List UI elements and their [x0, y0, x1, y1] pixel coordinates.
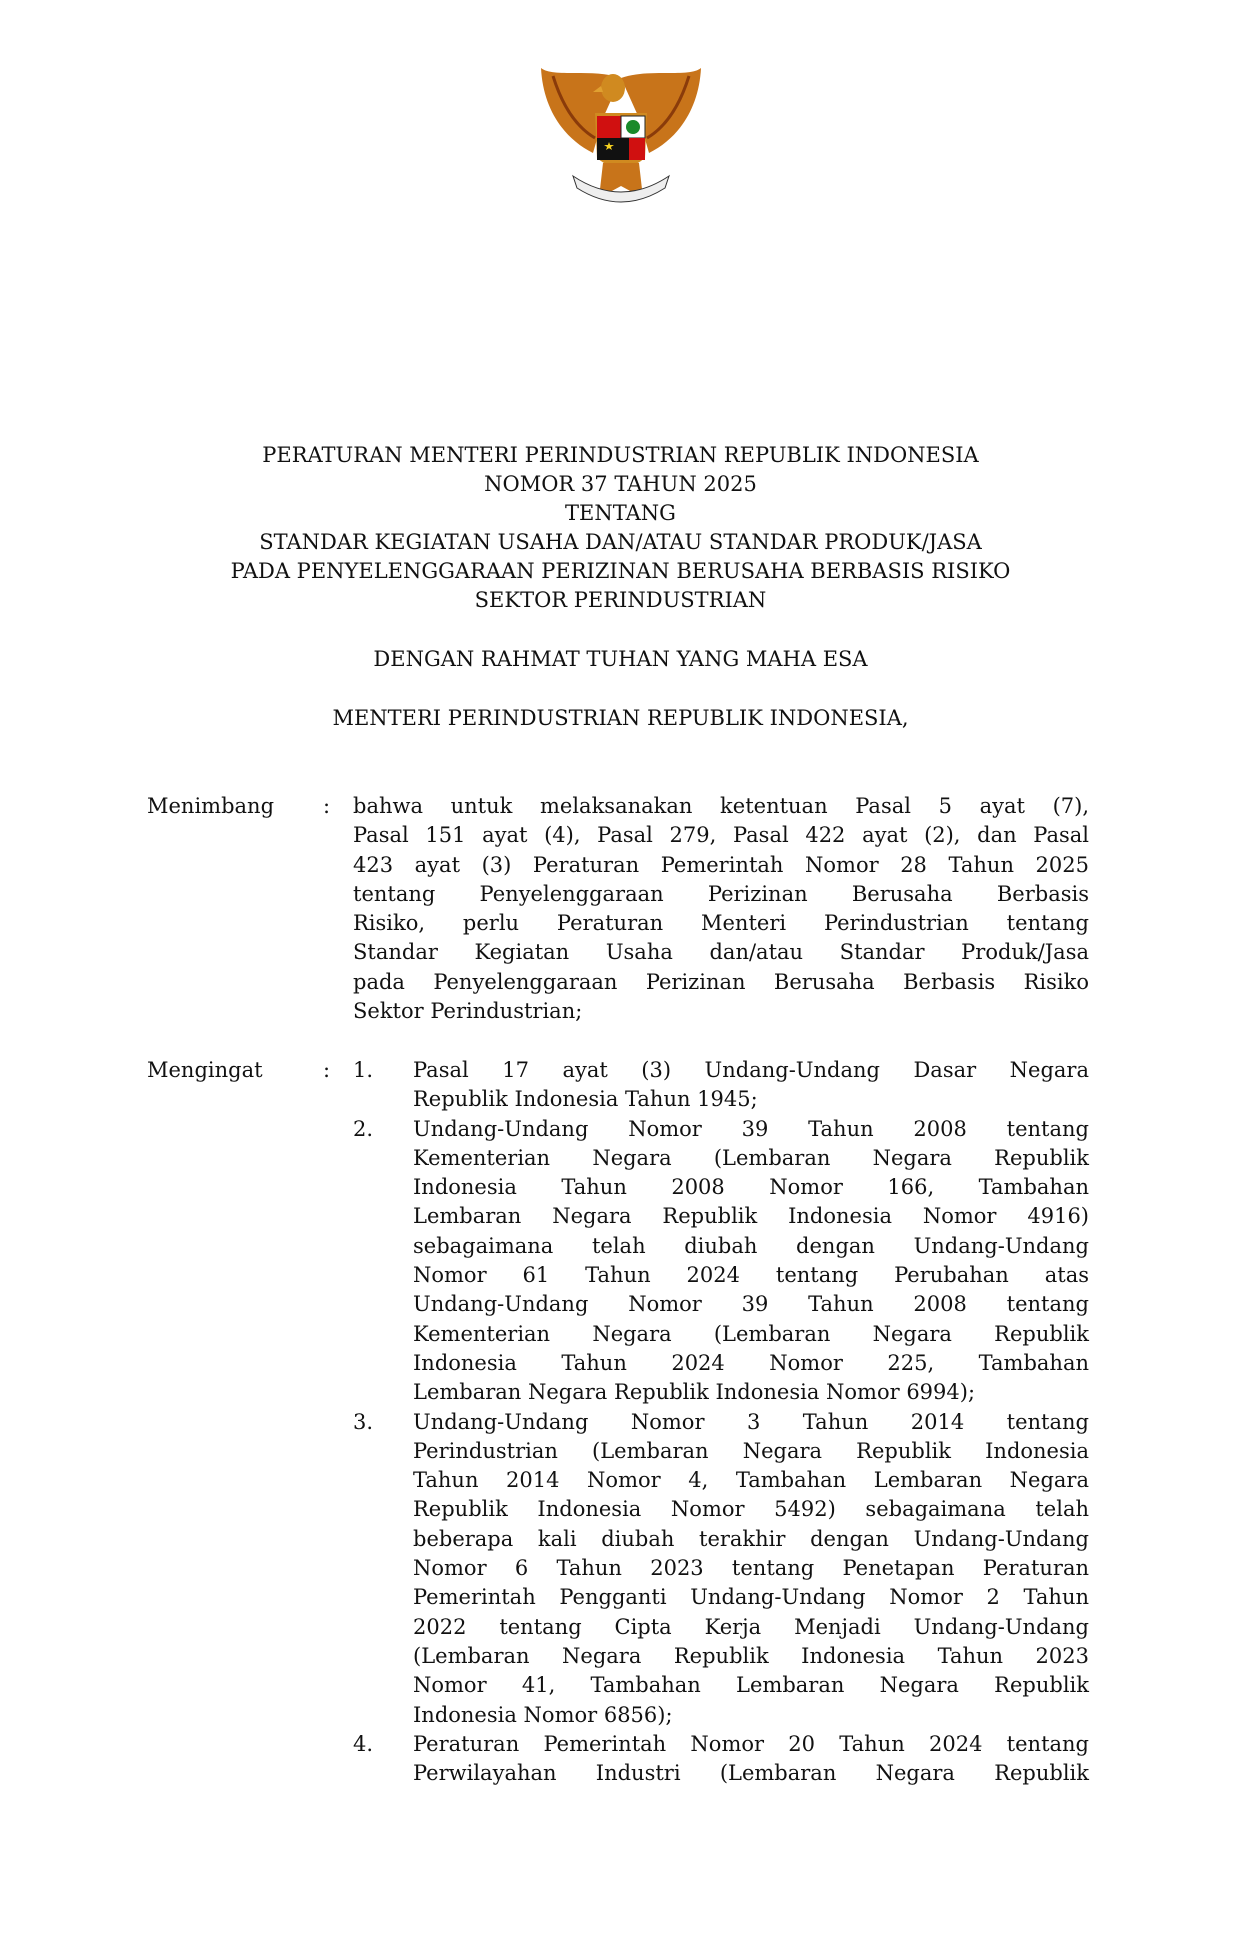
text-line: Pasal 17 ayat (3) Undang-Undang Dasar Negara: [413, 1058, 1089, 1082]
text-line: beberapa kali diubah terakhir dengan Undang-Undang: [413, 1526, 1089, 1551]
list-item-number: 1.: [353, 1058, 374, 1082]
list-item: [413, 1408, 1089, 1730]
text-line: Risiko, perlu Peraturan Menteri Perindustrian tentang: [353, 911, 1089, 936]
text-line: Lembaran Negara Republik Indonesia Nomor 6994);: [413, 1380, 976, 1405]
text-line: Nomor 41, Tambahan Lembaran Negara Republik: [413, 1673, 1089, 1698]
text-line: (Lembaran Negara Republik Indonesia Tahun 2023: [413, 1643, 1089, 1668]
list-item-number: 4.: [353, 1731, 374, 1756]
mengingat-label: Mengingat: [147, 1058, 263, 1082]
garuda-pancasila-emblem: [533, 58, 709, 214]
regulation-subject-line: PADA PENYELENGGARAAN PERIZINAN BERUSAHA BERBASIS RISIKO: [230, 559, 1011, 583]
text-line: Kementerian Negara (Lembaran Negara Republik: [413, 1145, 1089, 1170]
text-line: 2022 tentang Cipta Kerja Menjadi Undang-Undang: [413, 1614, 1089, 1639]
text-line: 423 ayat (3) Peraturan Pemerintah Nomor 28 Tahun 2025: [353, 852, 1089, 877]
list-item: [413, 1115, 1089, 1408]
list-item-number: 2.: [353, 1116, 374, 1141]
text-line: Undang-Undang Nomor 3 Tahun 2014 tentang: [413, 1409, 1089, 1434]
menimbang-label: Menimbang: [147, 794, 275, 818]
list-item-number: 3.: [353, 1409, 374, 1434]
text-line: pada Penyelenggaraan Perizinan Berusaha Berbasis Risiko: [353, 969, 1089, 994]
text-line: Undang-Undang Nomor 39 Tahun 2008 tentang: [413, 1292, 1089, 1317]
text-line: tentang Penyelenggaraan Perizinan Berusaha Berbasis: [353, 881, 1089, 906]
text-line: Indonesia Nomor 6856);: [413, 1702, 673, 1727]
text-line: Perwilayahan Industri (Lembaran Negara Republik: [413, 1761, 1089, 1786]
regulation-subject-line: STANDAR KEGIATAN USAHA DAN/ATAU STANDAR PRODUK/JASA: [259, 530, 982, 554]
text-line: Pemerintah Pengganti Undang-Undang Nomor 2 Tahun: [413, 1585, 1089, 1610]
text-line: Tahun 2014 Nomor 4, Tambahan Lembaran Negara: [413, 1468, 1089, 1493]
menimbang-colon: :: [323, 794, 331, 818]
regulation-subject-line: SEKTOR PERINDUSTRIAN: [474, 588, 767, 612]
text-line: Republik Indonesia Nomor 5492) sebagaimana telah: [413, 1497, 1089, 1522]
text-line: Indonesia Tahun 2024 Nomor 225, Tambahan: [413, 1350, 1089, 1375]
text-line: Nomor 61 Tahun 2024 tentang Perubahan atas: [413, 1263, 1089, 1288]
text-line: bahwa untuk melaksanakan ketentuan Pasal 5 ayat (7),: [353, 794, 1089, 818]
text-line: Peraturan Pemerintah Nomor 20 Tahun 2024 tentang: [413, 1731, 1089, 1756]
text-line: Perindustrian (Lembaran Negara Republik Indonesia: [413, 1438, 1089, 1463]
text-line: Kementerian Negara (Lembaran Negara Republik: [413, 1321, 1089, 1346]
regulation-about: TENTANG: [565, 501, 676, 525]
invocation: DENGAN RAHMAT TUHAN YANG MAHA ESA: [373, 647, 868, 671]
list-item: [413, 1056, 1089, 1115]
regulation-title-line: PERATURAN MENTERI PERINDUSTRIAN REPUBLIK INDONESIA: [262, 443, 979, 467]
text-line: Undang-Undang Nomor 39 Tahun 2008 tentang: [413, 1116, 1089, 1141]
text-line: Sektor Perindustrian;: [353, 999, 583, 1024]
text-line: Lembaran Negara Republik Indonesia Nomor 4916): [413, 1204, 1089, 1229]
mengingat-colon: :: [323, 1058, 331, 1082]
issuer: MENTERI PERINDUSTRIAN REPUBLIK INDONESIA,: [332, 706, 909, 730]
text-line: sebagaimana telah diubah dengan Undang-Undang: [413, 1233, 1089, 1258]
list-item: [413, 1730, 1089, 1789]
text-line: Pasal 151 ayat (4), Pasal 279, Pasal 422 ayat (2), dan Pasal: [353, 823, 1089, 848]
regulation-number: NOMOR 37 TAHUN 2025: [484, 472, 757, 496]
text-line: Standar Kegiatan Usaha dan/atau Standar Produk/Jasa: [353, 940, 1089, 965]
text-line: Nomor 6 Tahun 2023 tentang Penetapan Peraturan: [413, 1556, 1089, 1581]
text-line: Indonesia Tahun 2008 Nomor 166, Tambahan: [413, 1175, 1089, 1200]
menimbang-text: [353, 792, 1089, 1026]
text-line: Republik Indonesia Tahun 1945;: [413, 1087, 758, 1112]
